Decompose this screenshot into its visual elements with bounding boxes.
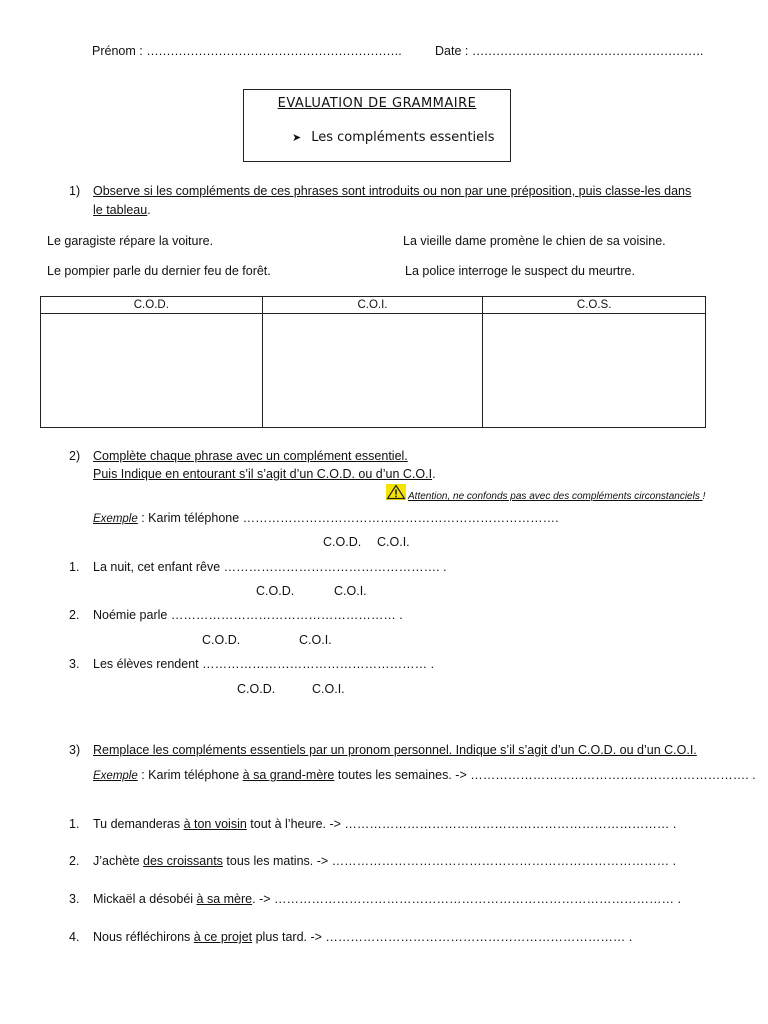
table-cell-coi[interactable] [262, 314, 483, 428]
warning-icon [386, 484, 406, 500]
ex3-item-2-number: 2. [69, 854, 80, 868]
ex3-item-3-text[interactable]: Mickaël a désobéi à sa mère. -> …………………………………………………………………………………… . [93, 892, 681, 906]
table-cell-cod[interactable] [41, 314, 263, 428]
subtitle-text: Les compléments essentiels [311, 130, 495, 145]
ex3-item-3-number: 3. [69, 892, 80, 906]
ex2-example-text: : Karim téléphone …………………………………………………………………. [137, 511, 559, 525]
ex2-item-1-text[interactable]: La nuit, cet enfant rêve ……………………………………………. . [93, 560, 447, 574]
arrow-bullet-icon: ➤ [292, 131, 302, 144]
ex2-item-3-text[interactable]: Les élèves rendent ……………………………………………… . [93, 657, 435, 671]
ex1-number: 1) [69, 184, 81, 198]
page-subtitle [292, 130, 495, 145]
ex1-instruction-line2: le tableau. [93, 203, 151, 217]
ex1-sentence-4: La police interroge le suspect du meurtre. [405, 264, 635, 278]
ex2-item-2-cod[interactable]: C.O.D. [202, 633, 241, 647]
prenom-label: Prénom : [92, 44, 143, 58]
ex2-item-2-number: 2. [69, 608, 80, 622]
prenom-dots: ………………………………………………………. [146, 44, 402, 58]
ex3-item-4-number: 4. [69, 930, 80, 944]
table-header-cos: C.O.S. [483, 297, 706, 314]
ex2-item-3-coi[interactable]: C.O.I. [312, 682, 345, 696]
ex3-example: Exemple : Karim téléphone à sa grand-mère toutes les semaines. -> …………………………………………………………. . [93, 768, 756, 782]
ex2-item-1-number: 1. [69, 560, 80, 574]
ex2-example-cod[interactable]: C.O.D. [323, 535, 362, 549]
ex3-item-1-text[interactable]: Tu demanderas à ton voisin tout à l’heure. -> …………………………………………………………………… . [93, 817, 677, 831]
ex3-example-label: Exemple [93, 770, 138, 782]
table-header-cod: C.O.D. [41, 297, 263, 314]
date-field[interactable] [435, 44, 703, 58]
ex2-item-2-coi[interactable]: C.O.I. [299, 633, 332, 647]
prenom-field[interactable] [92, 44, 401, 58]
title-box [243, 89, 511, 162]
ex1-sentence-1: Le garagiste répare la voiture. [47, 234, 214, 248]
ex2-number: 2) [69, 449, 81, 463]
ex3-item-1-number: 1. [69, 817, 80, 831]
ex2-example-coi[interactable]: C.O.I. [377, 535, 410, 549]
ex2-example-label: Exemple [93, 513, 138, 525]
ex1-sentence-3: Le pompier parle du dernier feu de forêt. [47, 264, 271, 278]
ex2-item-3-cod[interactable]: C.O.D. [237, 682, 276, 696]
ex3-item-2-text[interactable]: J’achète des croissants tous les matins. -> ……………………………………………………………………… . [93, 854, 677, 868]
ex1-instruction-line1: Observe si les compléments de ces phrases sont introduits ou non par une préposition, puis classe-les dans [93, 184, 692, 198]
date-dots: …………………………………………………. [471, 44, 703, 58]
table-header-coi: C.O.I. [262, 297, 483, 314]
ex2-item-1-coi[interactable]: C.O.I. [334, 584, 367, 598]
date-label: Date : [435, 44, 469, 58]
ex1-sentence-2: La vieille dame promène le chien de sa voisine. [403, 234, 666, 248]
ex3-number: 3) [69, 743, 81, 757]
ex2-item-1-cod[interactable]: C.O.D. [256, 584, 295, 598]
ex2-example [93, 511, 559, 525]
ex3-item-4-text[interactable]: Nous réfléchirons à ce projet plus tard. -> ……………………………………………………………… . [93, 930, 633, 944]
ex2-item-2-text[interactable]: Noémie parle ……………………………………………… . [93, 608, 403, 622]
ex2-instruction-line2: Puis Indique en entourant s’il s’agit d’un C.O.D. ou d’un C.O.I. [93, 467, 436, 481]
classification-table [40, 296, 706, 428]
table-cell-cos[interactable] [483, 314, 706, 428]
ex3-instruction: Remplace les compléments essentiels par un pronom personnel. Indique s’il s’agit d’un C.O.D. ou d’un C.O.I. [93, 743, 697, 757]
ex2-warning: Attention, ne confonds pas avec des compléments circonstanciels ! [408, 491, 706, 502]
ex2-item-3-number: 3. [69, 657, 80, 671]
ex2-instruction-line1: Complète chaque phrase avec un complément essentiel. [93, 449, 408, 463]
page-title: EVALUATION DE GRAMMAIRE [277, 96, 477, 111]
